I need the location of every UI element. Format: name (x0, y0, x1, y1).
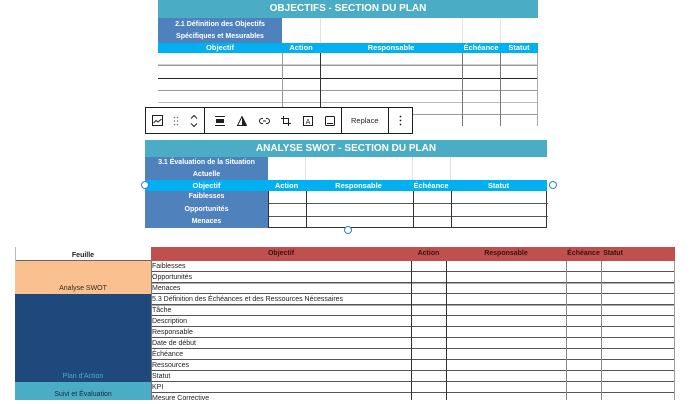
summary-col-objectif: Objectif (267, 250, 295, 257)
summary-row-objectif[interactable]: Tâche (152, 307, 172, 314)
summary-row-objectif[interactable]: Date de début (152, 340, 196, 347)
image-icon (152, 115, 163, 126)
sheet-label-plan-action: Plan d'Action (62, 373, 104, 380)
more-options-button[interactable] (389, 108, 413, 133)
col-header-objectif: Objectif (206, 43, 234, 52)
objectives-subheader (158, 18, 282, 43)
drag-handle-icon (173, 116, 179, 126)
swot-row-faiblesses: Faiblesses (188, 193, 225, 200)
objectives-title: OBJECTIFS - SECTION DU PLAN (158, 0, 538, 18)
sheet-group-plan-action[interactable] (15, 294, 151, 382)
objectives-header-row (158, 43, 538, 53)
toolbar-group-tools (205, 108, 342, 133)
toolbar-group-replace (342, 108, 389, 133)
sheet-group-analyse-swot[interactable] (15, 261, 151, 294)
swot-col-statut: Statut (487, 181, 510, 190)
summary-rows (151, 261, 675, 400)
replace-button[interactable]: Replace (351, 116, 379, 125)
swot-col-echeance: Échéance (413, 181, 449, 190)
summary-row-objectif[interactable]: Responsable (152, 329, 193, 336)
sheet-label-suivi-evaluation: Suivi et Évaluation (54, 391, 112, 398)
swot-subheader-line1: 3.1 Évaluation de la Situation (158, 159, 255, 166)
text-overlay-button[interactable] (297, 108, 319, 133)
toolbar-group-more (389, 108, 413, 133)
summary-header-feuille: Feuille (15, 247, 151, 261)
summary-row-objectif[interactable]: Description (152, 318, 188, 325)
objectives-subheader-line2: Spécifiques et Mesurables (176, 33, 264, 40)
summary-table (15, 247, 675, 400)
sheet-group-suivi-evaluation[interactable] (15, 382, 151, 400)
swot-subheader (145, 157, 268, 180)
crop-icon (281, 116, 291, 126)
summary-row-objectif[interactable]: 5.3 Définition des Échéances et des Ressources Nécessaires (152, 296, 344, 303)
sheet-label-analyse-swot: Analyse SWOT (59, 285, 107, 292)
swot-table-image[interactable] (145, 140, 547, 229)
link-icon (259, 117, 270, 125)
swot-col-objectif: Objectif (192, 181, 221, 190)
caption-icon (325, 116, 335, 126)
summary-row-objectif[interactable]: Faiblesses (152, 263, 186, 270)
col-header-responsable: Responsable (367, 43, 415, 52)
resize-handle-right[interactable] (549, 181, 557, 189)
crop-button[interactable] (275, 108, 297, 133)
swot-data-grid (268, 191, 547, 228)
caption-button[interactable] (319, 108, 341, 133)
swot-row-menaces: Menaces (191, 218, 222, 225)
summary-row-objectif[interactable]: Statut (152, 373, 171, 380)
toolbar-group-block (146, 108, 205, 133)
text-overlay-icon (303, 116, 313, 126)
summary-col-statut: Statut (603, 250, 623, 257)
move-up-down-icon (190, 114, 198, 128)
col-header-echeance: Échéance (463, 43, 499, 52)
summary-row-objectif[interactable]: KPI (152, 384, 164, 391)
more-vertical-icon (399, 115, 402, 126)
resize-handle-bottom[interactable] (344, 226, 352, 234)
drag-handle-button[interactable] (168, 108, 184, 133)
col-header-statut: Statut (508, 43, 530, 52)
duotone-icon (237, 116, 247, 126)
swot-col-action: Action (274, 181, 299, 190)
summary-row-objectif[interactable]: Menaces (152, 285, 181, 292)
swot-title: ANALYSE SWOT - SECTION DU PLAN (145, 140, 547, 157)
duotone-button[interactable] (231, 108, 253, 133)
link-button[interactable] (253, 108, 275, 133)
summary-row-objectif[interactable]: Ressources (152, 362, 189, 369)
swot-header-row (145, 180, 547, 191)
move-up-down-button[interactable] (184, 108, 204, 133)
swot-row-labels (145, 191, 268, 228)
swot-row-opportunites: Opportunités (184, 206, 229, 213)
align-button[interactable] (209, 108, 231, 133)
summary-col-responsable: Responsable (484, 250, 528, 257)
summary-col-echeance: Échéance (567, 250, 600, 257)
col-header-action: Action (289, 43, 313, 52)
align-icon (215, 116, 225, 126)
swot-subheader-line2: Actuelle (192, 171, 221, 178)
summary-row-objectif[interactable]: Échéance (152, 351, 184, 358)
image-block-toolbar (145, 107, 413, 134)
swot-col-responsable: Responsable (335, 181, 382, 190)
resize-handle-left[interactable] (141, 181, 149, 189)
objectives-subheader-line1: 2.1 Définition des Objectifs (175, 21, 265, 28)
summary-col-action: Action (417, 250, 440, 257)
summary-row-objectif[interactable]: Mesure Corrective (152, 395, 210, 402)
summary-row-objectif[interactable]: Opportunités (152, 274, 193, 281)
svg-text:A: A (305, 118, 311, 126)
image-block-button[interactable] (146, 108, 168, 133)
summary-header-row (151, 247, 675, 261)
